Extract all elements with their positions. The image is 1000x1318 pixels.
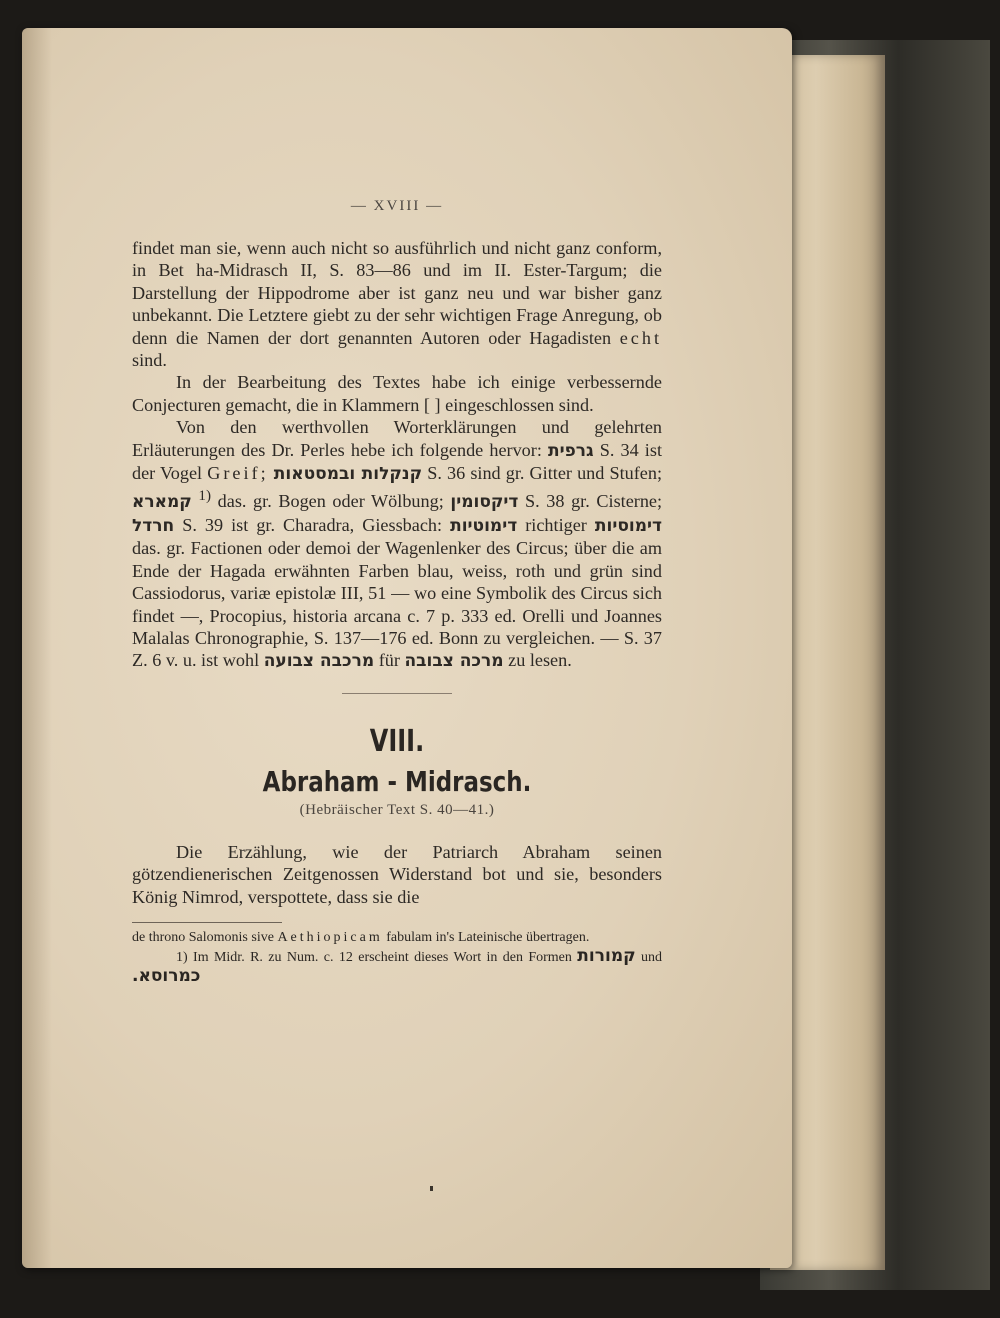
section-number: VIII. bbox=[369, 723, 425, 759]
section-body bbox=[132, 841, 662, 908]
footnote-continued: de throno Salomonis sive Aethiopicam fabulam in's Lateinische übertragen. bbox=[132, 930, 590, 945]
hebrew-word: כמרוסא. bbox=[132, 966, 201, 986]
footnotes bbox=[132, 929, 662, 987]
hebrew-word: דיקסומין bbox=[450, 492, 519, 513]
section-subtitle: (Hebräischer Text S. 40—41.) bbox=[299, 801, 495, 818]
paragraph-4: Die Erzählung, wie der Patriarch Abraham seinen götzendienerischen Zeitgenossen Widerstand bot und sie, besonders König Nimrod, verspottete, dass sie die bbox=[132, 841, 662, 907]
hebrew-word: דימוסיות bbox=[594, 515, 663, 536]
footnote-marker: 1) bbox=[198, 487, 212, 505]
paragraph-2: In der Bearbeitung des Textes habe ich einige verbessernde Conjecturen gemacht, die in Klammern [ ] eingeschlossen sind. bbox=[132, 372, 662, 415]
running-head: — XVIII — bbox=[350, 198, 444, 214]
hebrew-word: דימוטיות bbox=[450, 515, 518, 536]
hebrew-word: קמורות bbox=[577, 946, 636, 966]
hebrew-word: מרכה צבובה bbox=[404, 651, 504, 672]
ink-speck bbox=[430, 1186, 433, 1191]
hebrew-word: חרדל bbox=[132, 515, 175, 536]
section-title: Abraham - Midrasch. bbox=[262, 764, 532, 798]
footnote-rule bbox=[132, 922, 282, 923]
body-text bbox=[132, 237, 662, 673]
text-block bbox=[132, 198, 662, 987]
hebrew-word: מרכבה צבועה bbox=[263, 651, 375, 672]
hebrew-word: קנקלות ובמסטאות bbox=[273, 464, 423, 485]
footnote-1: 1) Im Midr. R. zu Num. c. 12 erscheint dieses Wort in den Formen קמורות und כמרוסא. bbox=[132, 946, 663, 986]
paragraph-3: Von den werthvollen Worterklärungen und gelehrten Erläuterungen des Dr. Perles hebe ich folgende hervor: גרפית S. 34 ist der Vogel Greif; קנקלות ובמסטאות S. 36 sind gr. Gitter und Stufen; קמארא $^{1)}$ das. gr. Bogen oder Wölbung; דיקסומין S. 38 gr. Cisterne; חרדל S. 39 ist gr. Charadra, Giessbach: דימוטיות richtiger דימוסיות das. gr. Factionen oder demoi der Wagenlenker des Circus; über die am Ende der Hagada erwähnten Farben blau, weiss, roth und grün sind Cassiodorus, variæ epistolæ III, 51 — wo eine Symbolik des Circus sich findet —, Procopius, historia arcana c. 7 p. 333 ed. Orelli und Joannes Malalas Chronographie, S. 137—176 ed. Bonn zu vergleichen. — S. 37 Z. 6 v. u. ist wohl מרכבה צבועה für מרכה צבובה zu lesen. bbox=[132, 417, 663, 672]
section-divider bbox=[342, 693, 452, 694]
paragraph-1: findet man sie, wenn auch nicht so ausführlich und nicht ganz conform, in Bet ha-Midrasch II, S. 83—86 und im II. Ester-Targum; die Darstellung der Hippodrome aber ist ganz neu und war bisher ganz unbekannt. Die Letztere giebt zu der sehr wichtigen Frage Anregung, ob denn die Namen der dort genannten Autoren oder Hagadisten echt sind. bbox=[132, 238, 662, 371]
hebrew-word: גרפית bbox=[548, 440, 594, 461]
page-gutter-shadow bbox=[22, 28, 52, 1268]
hebrew-word: קמארא bbox=[132, 492, 192, 513]
book-page bbox=[22, 28, 792, 1268]
